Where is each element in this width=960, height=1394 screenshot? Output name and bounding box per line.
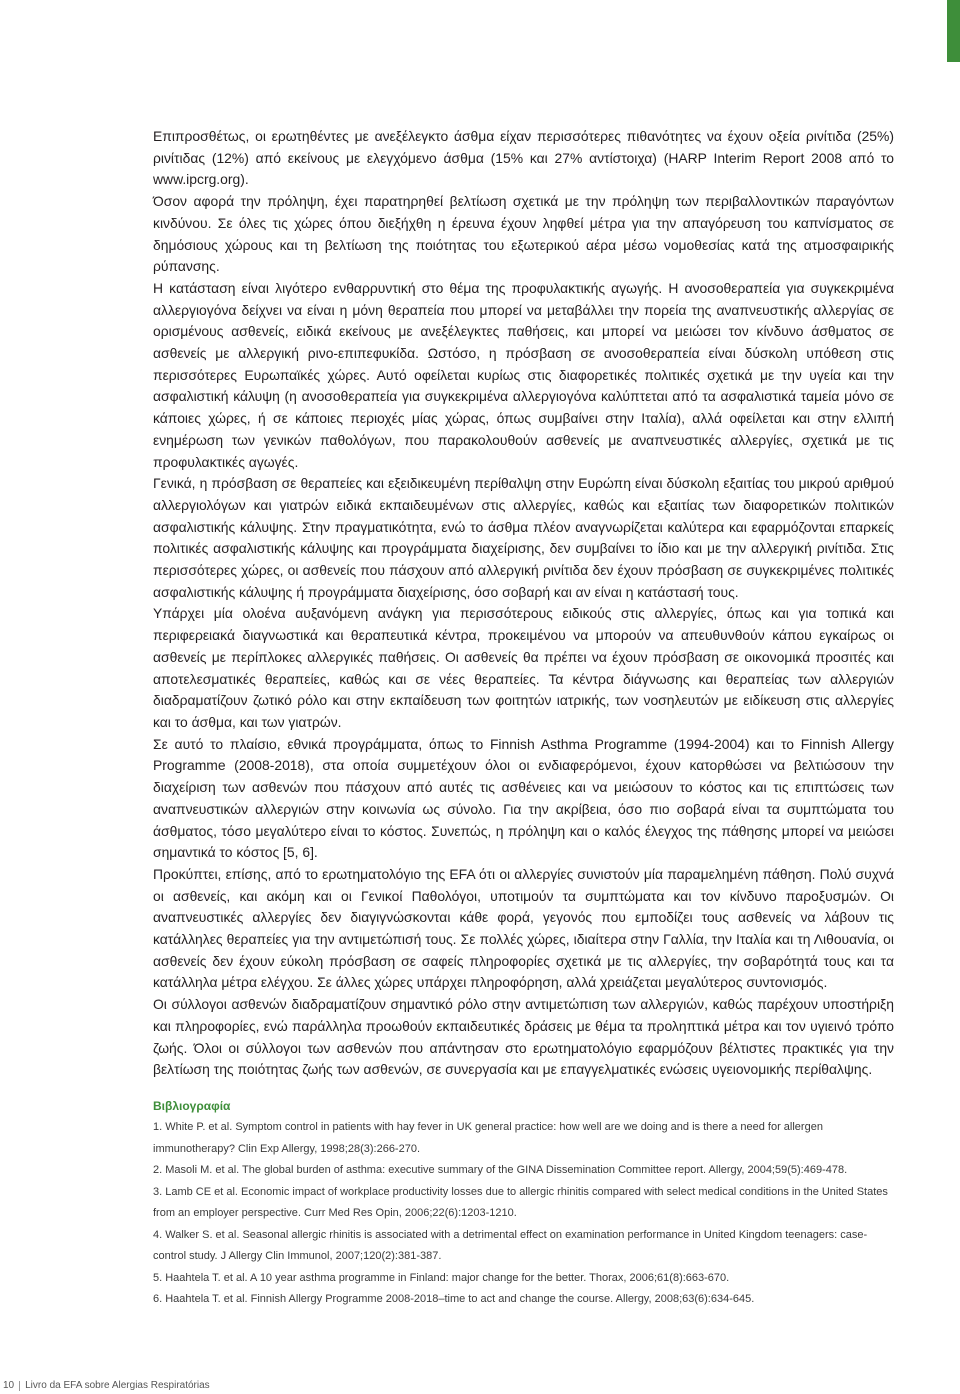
- footer-divider: [19, 1381, 20, 1391]
- page-footer: [3, 1380, 210, 1392]
- reference-item: 1. White P. et al. Symptom control in patients with hay fever in UK general practice: how well are we doing and is there a need for allergen immunotherapy? Clin Exp Allergy, 1998;28(3):266-270.: [153, 1121, 823, 1155]
- paragraph: Όσον αφορά την πρόληψη, έχει παρατηρηθεί βελτίωση σχετικά με την πρόληψη των περιβαλλοντικών παραγόντων κινδύνου. Σε όλες τις χώρες όπου διεξήχθη η έρευνα έχουν ληφθεί μέτρα για την απαγόρευση του καπνίσματος σε δημόσιους χώρους και τη βελτίωση της ποιότητας του εξωτερικού αέρα μέσω νομοθεσίας κατά της ατμοσφαιρικής ρύπανσης.: [153, 193, 894, 275]
- reference-item: 2. Masoli M. et al. The global burden of asthma: executive summary of the GINA Dissemination Committee report. Allergy, 2004;59(5):469-478.: [153, 1164, 848, 1176]
- reference-item: 5. Haahtela T. et al. A 10 year asthma programme in Finland: major change for the better. Thorax, 2006;61(8):663-670.: [153, 1271, 730, 1284]
- paragraph: Προκύπτει, επίσης, από το ερωτηματολόγιο της EFA ότι οι αλλεργίες συνιστούν μία παραμελημένη πάθηση. Πολύ συχνά οι ασθενείς, και ακόμη και οι Γενικοί Παθολόγοι, υποτιμούν τα συμπτώματα και τον κίνδυνο παροξυσμών. Οι αναπνευστικές αλλεργίες δεν διαγιγνώσκονται κάθε φορά, γεγονός που εμποδίζει τους ασθενείς να λάβουν τις κατάλληλες θεραπείες για την αντιμετώπισή τους. Σε πολλές χώρες, ιδιαίτερα στην Γαλλία, την Ιταλία και τη Λιθουανία, οι ασθενείς δεν έχουν εύκολη πρόσβαση σε σαφείς πληροφορίες σχετικά με τις αλλεργίες, την σοβαρότητά τους και τα κατάλληλα μέτρα ελέγχου. Σε άλλες χώρες υπάρχει πληροφόρηση, αλλά χρειάζεται μεγαλύτερος συντονισμός.: [153, 865, 894, 991]
- paragraph: Επιπροσθέτως, οι ερωτηθέντες με ανεξέλεγκτο άσθμα είχαν περισσότερες πιθανότητες να έχουν οξεία ρινίτιδα (25%) ρινίτιδας (12%) από εκείνους με ελεγχόμενο άσθμα (15% και 27% αντίστοιχα) (HARP Interim Report 2008 από το www.ipcrg.org).: [153, 128, 894, 188]
- paragraph: Υπάρχει μία ολοένα αυξανόμενη ανάγκη για περισσότερους ειδικούς στις αλλεργίες, όπως και για τοπικά και περιφερειακά διαγνωστικά και θεραπευτικά κέντρα, προκειμένου να μπορούν να απευθυνθούν κάπου εγκαίρως οι ασθενείς με περίπλοκες αλλεργικές παθήσεις. Οι ασθενείς θα πρέπει να έχουν πρόσβαση σε οικονομικά προσιτές και αποτελεσματικές θεραπείες, καθώς και σε νέες θεραπείες. Τα κέντρα διάγνωσης και θεραπείας των αλλεργιών διαδραματίζουν ζωτικό ρόλο και στην εκπαίδευση των φοιτητών ιατρικής, των νοσηλευτών με ειδίκευση στις αλλεργίες και το άσθμα, και των γιατρών.: [153, 605, 894, 730]
- page-number: 10: [3, 1380, 15, 1391]
- green-page-tab: [947, 0, 960, 62]
- paragraph: Οι σύλλογοι ασθενών διαδραματίζουν σημαντικό ρόλο στην αντιμετώπιση των αλλεργιών, καθώς παρέχουν υποστήριξη και πληροφορίες, ενώ παράλληλα προωθούν εκπαιδευτικές δράσεις με θέμα τα προληπτικά μέτρα και τον υγιεινό τρόπο ζωής. Όλοι οι σύλλογοι των ασθενών που απάντησαν στο ερωτηματολόγιο εφαρμόζουν βέλτιστες πρακτικές για την βελτίωση της ποιότητας ζωής των ασθενών, σε συνεργασία και με επαγγελματικές ενώσεις υγειονομικής περίθαλψης.: [153, 996, 894, 1078]
- paragraph: Γενικά, η πρόσβαση σε θεραπείες και εξειδικευμένη περίθαλψη στην Ευρώπη είναι δύσκολη εξαιτίας του μικρού αριθμού αλλεργιολόγων και γιατρών ειδικά εκπαιδευμένων στις αλλεργίες, καθώς και εξαιτίας των διαφορετικών πολιτικών ασφαλιστικής κάλυψης. Στην πραγματικότητα, ενώ το άσθμα πλέον αναγνωρίζεται καλύτερα και εφαρμόζονται επαρκείς πολιτικές ασφαλιστικής κάλυψης και προγράμματα διαχείρισης, δεν συμβαίνει το ίδιο και με την αλλεργική ρινίτιδα. Στις περισσότερες χώρες, οι ασθενείς που πάσχουν από αλλεργική ρινίτιδα δεν έχουν πρόσβαση σε συγκεκριμένες πολιτικές ασφαλιστικής κάλυψης ή προγράμματα διαχείρισης, όσο σοβαρή και αν είναι η κατάστασή τους.: [153, 475, 894, 600]
- references-heading: Βιβλιογραφία: [153, 1099, 231, 1113]
- reference-item: 6. Haahtela T. et al. Finnish Allergy Programme 2008-2018–time to act and change the course. Allergy, 2008;63(6):634-645.: [153, 1293, 755, 1305]
- paragraph: Σε αυτό το πλαίσιο, εθνικά προγράμματα, όπως το Finnish Asthma Programme (1994-2004) και το Finnish Allergy Programme (2008-2018), στα οποία συμμετέχουν όλοι οι ενδιαφερόμενοι, έχουν κατορθώσει να βελτιώσουν την διαχείριση των ασθενών που πάσχουν από αυτές τις ασθένειες και να μειώσουν το κόστος και τις επιπτώσεις των αναπνευστικών αλλεργιών στην κοινωνία ως σύνολο. Για την ακρίβεια, όσο πιο σοβαρά είναι τα συμπτώματα του άσθματος, τόσο μεγαλύτερο είναι το κόστος. Συνεπώς, η πρόληψη και ο καλός έλεγχος της πάθησης μπορεί να μειώσει σημαντικά το κόστος [5, 6].: [153, 735, 894, 861]
- reference-item: 4. Walker S. et al. Seasonal allergic rhinitis is associated with a detrimental effect on examination performance in United Kingdom teenagers: case-control study. J Allergy Clin Immunol, 2007;120(2):381-387.: [153, 1228, 868, 1262]
- reference-item: 3. Lamb CE et al. Economic impact of workplace productivity losses due to allergic rhinitis compared with select medical conditions in the United States from an employer perspective. Curr Med Res Opin, 2006;22(6):1203-1210.: [153, 1185, 888, 1219]
- publication-title: Livro da EFA sobre Alergias Respiratórias: [25, 1380, 210, 1391]
- references-list: [153, 1117, 894, 1311]
- body-text: [153, 126, 894, 1081]
- references-section: [153, 1098, 894, 1311]
- paragraph: Η κατάσταση είναι λιγότερο ενθαρρυντική στο θέμα της προφυλακτικής αγωγής. Η ανοσοθεραπεία για συγκεκριμένα αλλεργιογόνα δείχνει να είναι η μόνη θεραπεία που μπορεί να μεταβάλλει την πορεία της αναπνευστικής αλλεργίας σε ορισμένους ασθενείς, ειδικά εκείνους με ανεξέλεγκτες παθήσεις, και μπορεί να μειώσει τον κίνδυνο άσθματος σε ασθενείς με αλλεργική ρινο-επιπεφυκίδα. Ωστόσο, η πρόσβαση σε ανοσοθεραπεία είναι δύσκολη υπόθεση στις περισσότερες Ευρωπαϊκές χώρες. Αυτό οφείλεται κυρίως στις διαφορετικές πολιτικές σχετικά με την υγεία και την ασφαλιστική κάλυψη (η ανοσοθεραπεία για συγκεκριμένα αλλεργιογόνα καλύπτεται από τα ασφαλιστικά ταμεία μόνο σε κάποιες χώρες, ή σε κάποιες περιοχές μίας χώρας, όπως συμβαίνει στην Ιταλία), αλλά οφείλεται και στην ελλιπή ενημέρωση των γενικών παθολόγων, που παρακολουθούν ασθενείς με αναπνευστικές αλλεργίες, σχετικά με τις προφυλακτικές αγωγές.: [153, 279, 894, 470]
